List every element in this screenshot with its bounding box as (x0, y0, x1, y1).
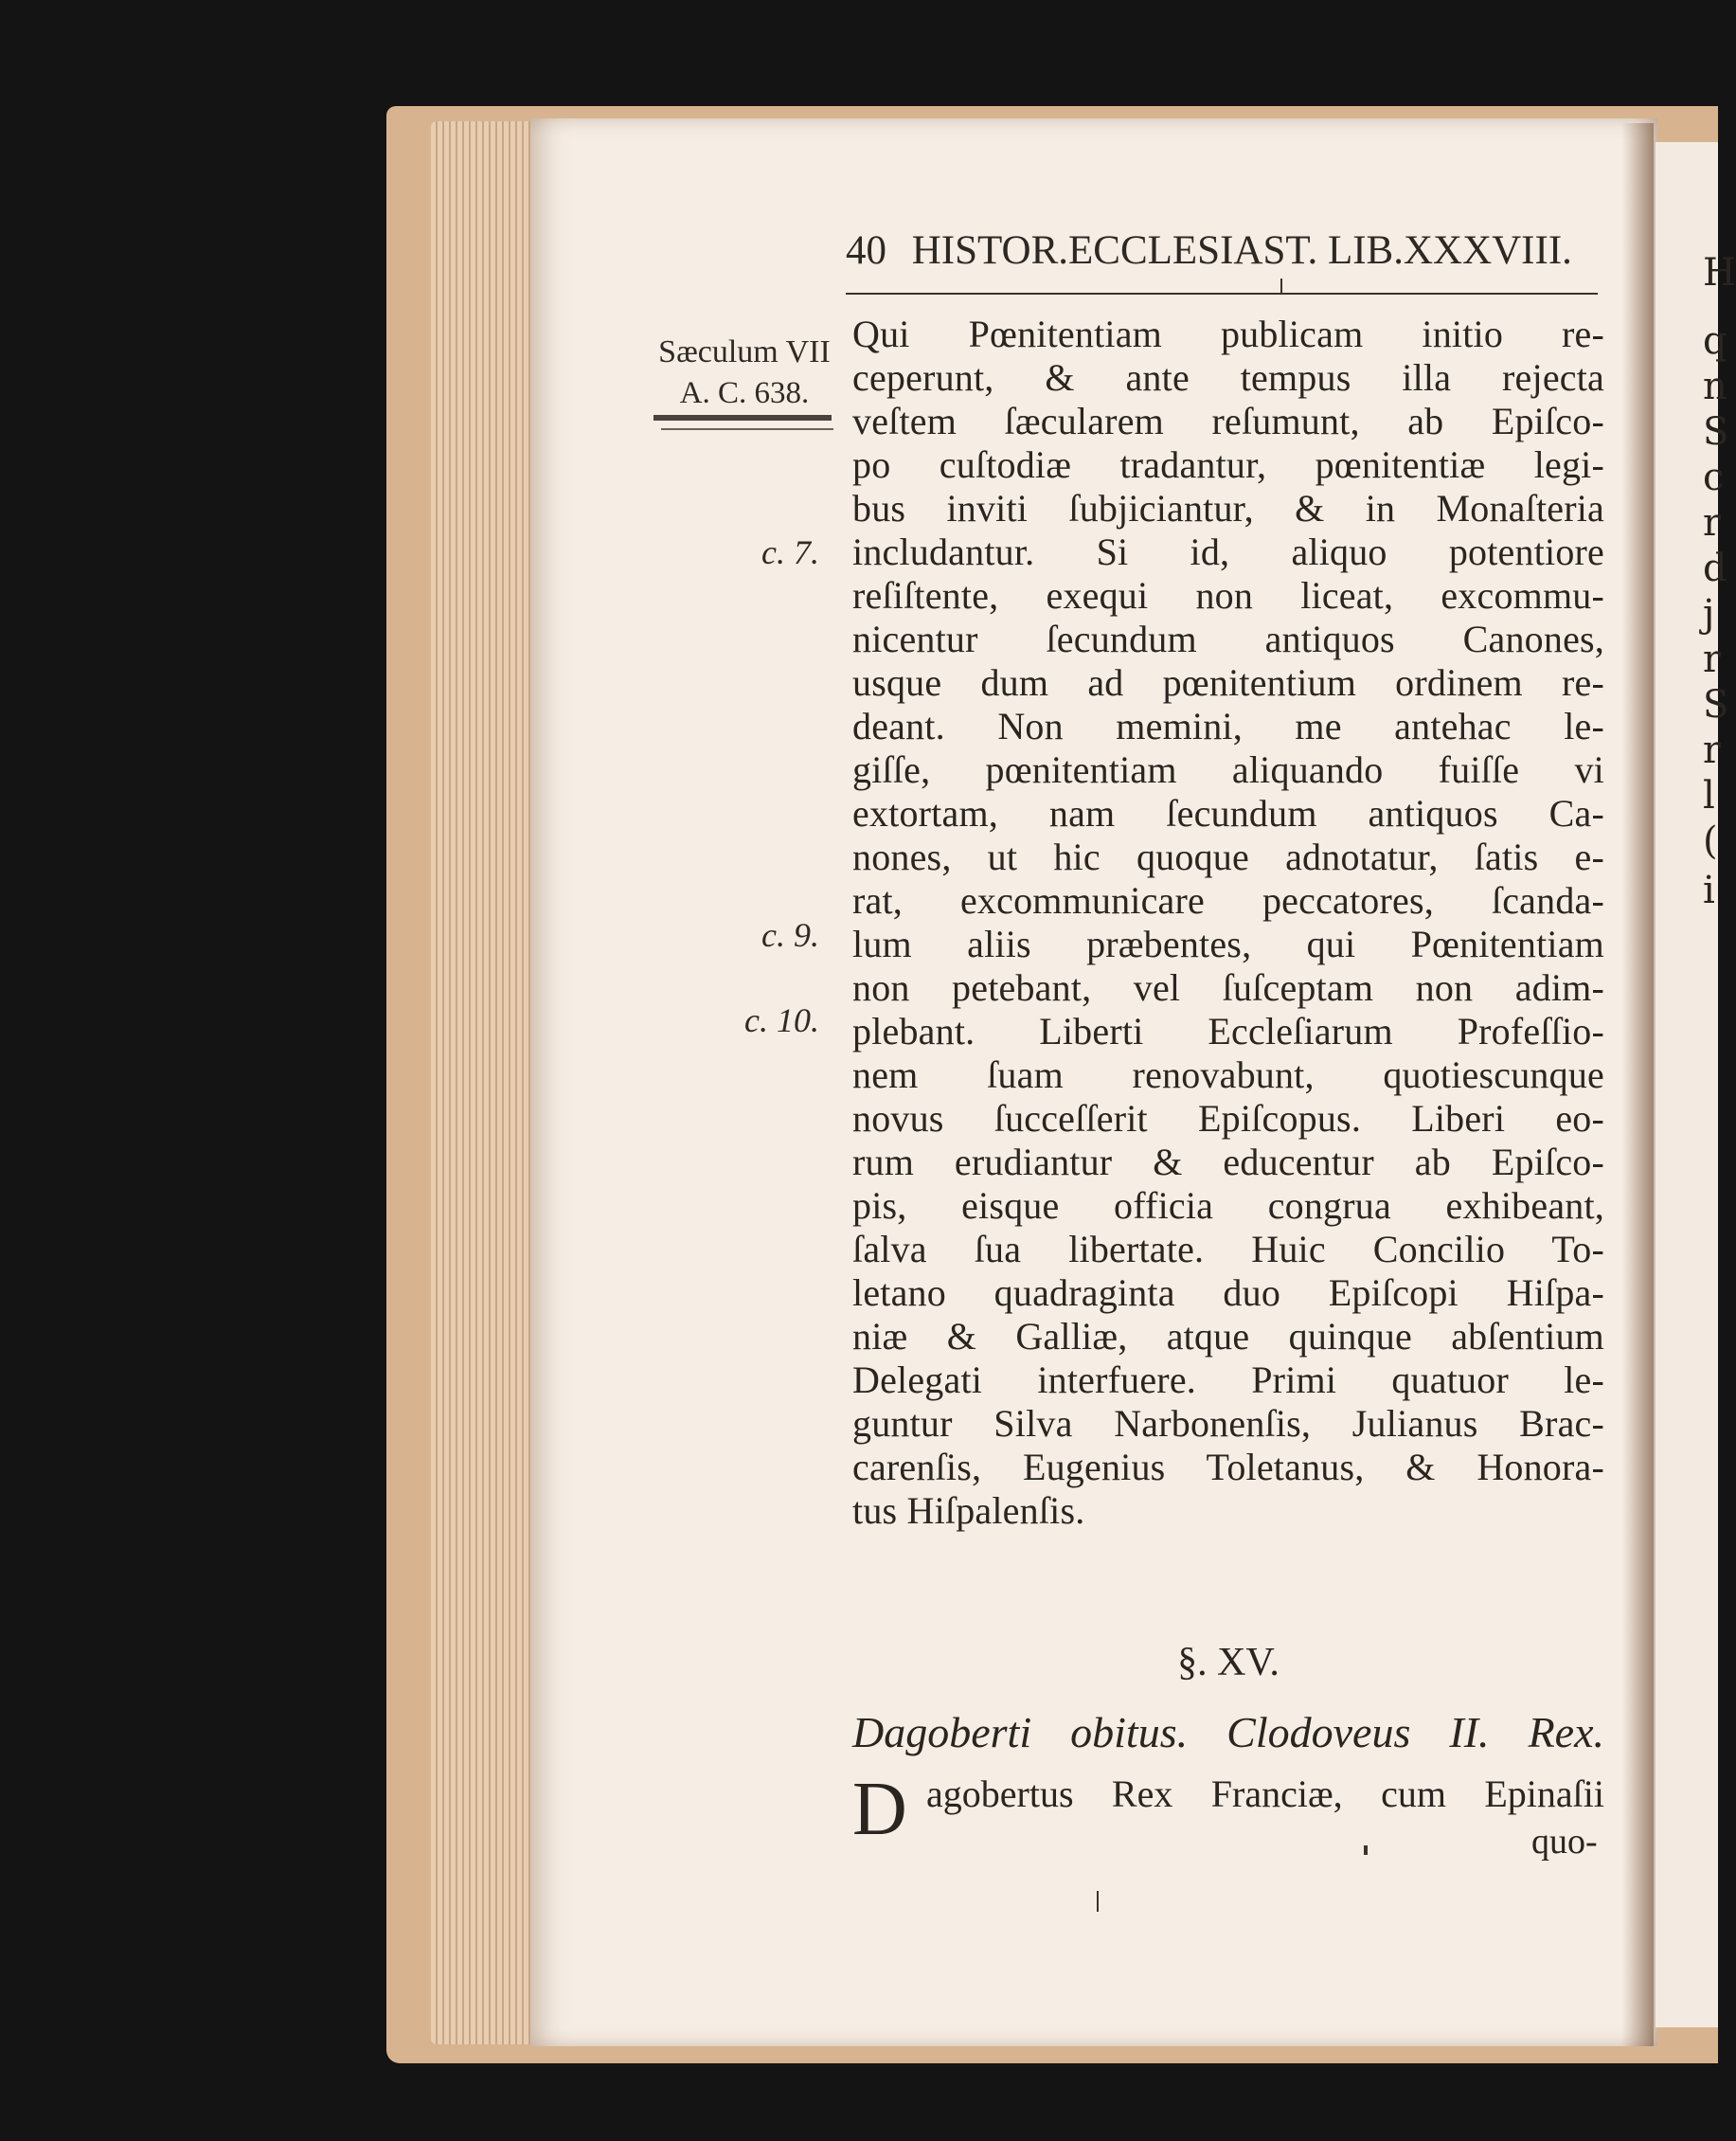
margin-rule (653, 415, 832, 421)
facing-page-glyph: q (1703, 319, 1727, 363)
text-line: po cuſtodiæ tradantur, pœnitentiæ legi- (852, 443, 1604, 486)
text-line: Qui Pœnitentiam publicam initio re- (852, 313, 1604, 355)
book-gutter (1621, 123, 1654, 2046)
margin-year: A. C. 638. (679, 376, 810, 410)
catchword: quo- (1531, 1822, 1598, 1862)
facing-page-glyph: d (1703, 547, 1727, 590)
text-line: Delegati interfuere. Primi quatuor le- (852, 1358, 1604, 1401)
text-line: novus ſucceſſerit Epiſcopus. Liberi eo- (852, 1097, 1604, 1140)
text-line: niæ & Galliæ, atque quinque abſentium (852, 1315, 1604, 1358)
text-line: usque dum ad pœnitentium ordinem re- (852, 661, 1604, 704)
ink-speck (1364, 1845, 1368, 1855)
text-line: carenſis, Eugenius Toletanus, & Honora- (852, 1446, 1604, 1488)
canon-ref: c. 10. (744, 1001, 819, 1039)
text-line: ceperunt, & ante tempus illa rejecta (852, 356, 1604, 399)
facing-page-glyph: c (1703, 456, 1725, 499)
margin-century: Sæculum VII (658, 334, 831, 369)
drop-cap: D (852, 1768, 907, 1851)
section-subtitle: Dagoberti obitus. Clodoveus II. Rex. (852, 1708, 1604, 1756)
text-line: rum erudiantur & educentur ab Epiſco- (852, 1141, 1604, 1183)
facing-page-glyph: n (1703, 365, 1727, 408)
running-header (846, 227, 1603, 284)
header-rule (846, 293, 1598, 295)
running-title: HISTOR.ECCLESIAST. LIB.XXXVIII. (911, 228, 1572, 273)
canon-ref: c. 9. (761, 916, 819, 954)
text-line: giſſe, pœnitentiam aliquando fuiſſe vi (852, 748, 1604, 791)
text-line: nones, ut hic quoque adnotatur, ſatis e- (852, 836, 1604, 878)
facing-page-glyph: l (1703, 774, 1715, 818)
text-line: letano quadraginta duo Epiſcopi Hiſpa- (852, 1271, 1604, 1314)
text-line: lum aliis præbentes, qui Pœnitentiam (852, 923, 1604, 965)
text-line: ſalva ſua libertate. Huic Concilio To- (852, 1228, 1604, 1270)
section-number: §. XV. (1177, 1641, 1280, 1684)
text-line: deant. Non memini, me antehac le- (852, 705, 1604, 747)
text-line: tus Hiſpalenſis. (852, 1489, 1085, 1532)
text-line: nem ſuam renovabunt, quotiescunque (852, 1053, 1604, 1096)
text-line: guntur Silva Narbonenſis, Julianus Brac- (852, 1402, 1604, 1445)
facing-page-edge (1655, 142, 1736, 2027)
facing-page-glyph: r (1703, 501, 1722, 545)
facing-page-glyph: H (1703, 251, 1736, 295)
text-line: pis, eisque officia congrua exhibeant, (852, 1184, 1604, 1227)
facing-page-glyph: i (1703, 869, 1715, 912)
page-number: 40 (846, 228, 886, 273)
canon-ref: c. 7. (761, 533, 819, 571)
margin-rule-thin (661, 428, 833, 430)
margin-date-note (640, 332, 849, 413)
facing-page-glyph: S (1703, 683, 1729, 727)
header-rule-tick (1280, 279, 1282, 294)
text-line: reſiſtente, exequi non liceat, excommu- (852, 574, 1604, 617)
facing-page-glyph: r (1703, 729, 1722, 772)
facing-page-glyph: S (1703, 410, 1729, 454)
body-text (852, 313, 1604, 1533)
text-line: extortam, nam ſecundum antiquos Ca- (852, 792, 1604, 835)
text-line: rat, excommunicare peccatores, ſcanda- (852, 879, 1604, 922)
ink-speck (1097, 1891, 1099, 1912)
text-line: non petebant, vel ſuſceptam non adim- (852, 966, 1604, 1009)
facing-page-glyph: ( (1703, 819, 1718, 863)
text-line: veſtem ſæcularem reſumunt, ab Epiſco- (852, 400, 1604, 442)
facing-page-glyph: r (1703, 638, 1722, 681)
text-line: plebant. Liberti Eccleſiarum Profeſſio- (852, 1010, 1604, 1053)
opening-line: agobertus Rex Franciæ, cum Epinaſii (926, 1772, 1604, 1815)
text-line: nicentur ſecundum antiquos Canones, (852, 618, 1604, 660)
text-line: includantur. Si id, aliquo potentiore (852, 531, 1604, 573)
facing-page-glyph: j (1703, 592, 1715, 636)
text-line: bus inviti ſubjiciantur, & in Monaſteria (852, 487, 1604, 530)
